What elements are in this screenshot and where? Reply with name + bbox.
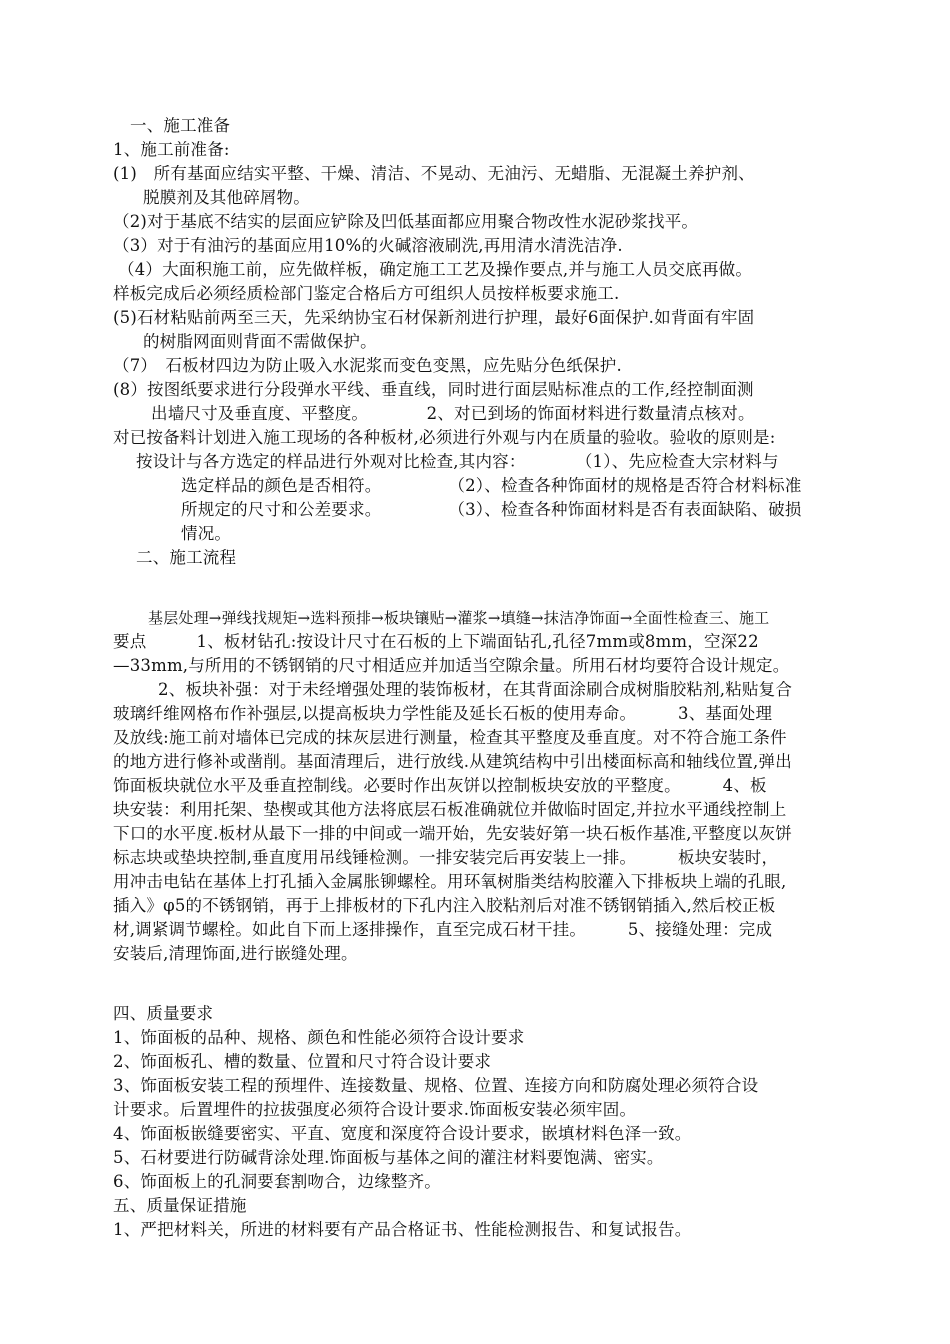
paragraph-line: 2、板块补强：对于未经增强处理的装饰板材，在其背面涂刷合成树脂胶粘剂,粘贴复合	[158, 680, 793, 699]
paragraph-line: 对已按备料计划进入施工现场的各种板材,必须进行外观与内在质量的验收。验收的原则是:	[113, 428, 776, 447]
paragraph-line: 选定样品的颜色是否相符。 （2）、检查各种饰面材的规格是否符合材料标准	[181, 476, 802, 495]
paragraph-line: —33mm,与所用的不锈钢销的尺寸相适应并加适当空隙余量。所用石材均要符合设计规定。	[113, 656, 790, 675]
list-item: 4、饰面板嵌缝要密实、平直、宽度和深度符合设计要求，嵌填材料色泽一致。	[113, 1124, 692, 1143]
paragraph-line: 玻璃纤维网格布作补强层,以提高板块力学性能及延长石板的使用寿命。 3、基面处理	[113, 704, 773, 723]
paragraph-line: 的树脂网面则背面不需做保护。	[143, 332, 377, 351]
list-item: 1、饰面板的品种、规格、颜色和性能必须符合设计要求	[113, 1028, 525, 1047]
paragraph-line: 用冲击电钻在基体上打孔插入金属胀铆螺栓。用环氧树脂类结构胶灌入下排板块上端的孔眼,	[113, 872, 787, 891]
list-item: 2、饰面板孔、槽的数量、位置和尺寸符合设计要求	[113, 1052, 492, 1071]
paragraph-line: 安装后,清理饰面,进行嵌缝处理。	[113, 944, 358, 963]
section-heading-process: 二、施工流程	[136, 548, 237, 567]
list-item: 3、饰面板安装工程的预埋件、连接数量、规格、位置、连接方向和防腐处理必须符合设	[113, 1076, 759, 1095]
paragraph-line: 样板完成后必须经质检部门鉴定合格后方可组织人员按样板要求施工.	[113, 284, 620, 303]
paragraph-line: 情况。	[181, 524, 232, 543]
paragraph-line: 出墙尺寸及垂直度、平整度。 2、对已到场的饰面材料进行数量清点核对。	[151, 404, 755, 423]
paragraph-line: （4）大面积施工前，应先做样板，确定施工工艺及操作要点,并与施工人员交底再做。	[118, 260, 753, 279]
paragraph-line: 基层处理→弹线找规矩→选料预排→板块镶贴→灌浆→填缝→抹洁净饰面→全面性检查三、施工	[148, 609, 770, 627]
paragraph-line: 的地方进行修补或凿削。基面清理后，进行放线.从建筑结构中引出楼面标高和轴线位置,弹出	[113, 752, 792, 771]
paragraph-line: (8）按图纸要求进行分段弹水平线、垂直线，同时进行面层贴标准点的工作,经控制面测	[113, 380, 754, 399]
paragraph-line: 下口的水平度.板材从最下一排的中间或一端开始，先安装好第一块石板作基准,平整度以灰饼	[113, 824, 792, 843]
paragraph-line: (1) 所有基面应结实平整、干燥、清洁、不晃动、无油污、无蜡脂、无混凝土养护剂、	[113, 164, 755, 183]
paragraph-line: 要点 1、板材钻孔:按设计尺寸在石板的上下端面钻孔,孔径7mm或8mm，空深22	[113, 632, 759, 651]
list-item: 5、石材要进行防碱背涂处理.饰面板与基体之间的灌注材料要饱满、密实。	[113, 1148, 664, 1167]
paragraph-line: 按设计与各方选定的样品进行外观对比检查,其内容： （1）、先应检查大宗材料与	[136, 452, 779, 471]
paragraph-line: 脱膜剂及其他碎屑物。	[143, 188, 310, 207]
section-heading-quality: 四、质量要求	[113, 1004, 214, 1023]
paragraph-line: （7） 石板材四边为防止吸入水泥浆而变色变黑，应先贴分色纸保护.	[113, 356, 622, 375]
paragraph-line: 块安装：利用托架、垫楔或其他方法将底层石板准确就位并做临时固定,并拉水平通线控制上	[113, 800, 787, 819]
paragraph-line: （2)对于基底不结实的层面应铲除及凹低基面都应用聚合物改性水泥砂浆找平。	[113, 212, 699, 231]
section-heading-assurance: 五、质量保证措施	[113, 1196, 247, 1215]
list-item: 计要求。后置埋件的拉拔强度必须符合设计要求.饰面板安装必须牢固。	[113, 1100, 637, 1119]
paragraph-line: 材,调紧调节螺栓。如此自下而上逐排操作，直至完成石材干挂。 5、接缝处理：完成	[113, 920, 773, 939]
paragraph-line: (5)石材粘贴前两至三天，先采纳协宝石材保新剂进行护理，最好6面保护.如背面有牢固	[113, 308, 755, 327]
paragraph-line: 饰面板块就位水平及垂直控制线。必要时作出灰饼以控制板块安放的平整度。 4、板	[113, 776, 767, 795]
paragraph-line: 及放线:施工前对墙体已完成的抹灰层进行测量，检查其平整度及垂直度。对不符合施工条件	[113, 728, 787, 747]
subheading-pre-construction: 1、施工前准备:	[113, 140, 230, 159]
paragraph-line: 插入》φ5的不锈钢销，再于上排板材的下孔内注入胶粘剂后对准不锈钢销插入,然后校正板	[113, 896, 776, 915]
section-heading-preparation: 一、施工准备	[130, 116, 231, 135]
list-item: 1、严把材料关，所进的材料要有产品合格证书、性能检测报告、和复试报告。	[113, 1220, 692, 1239]
paragraph-line: （3）对于有油污的基面应用10%的火碱溶液刷洗,再用清水清洗洁净.	[113, 236, 623, 255]
paragraph-line: 所规定的尺寸和公差要求。 （3）、检查各种饰面材料是否有表面缺陷、破损	[181, 500, 802, 519]
paragraph-line: 标志块或垫块控制,垂直度用吊线锤检测。一排安装完后再安装上一排。 板块安装时，	[113, 848, 779, 867]
list-item: 6、饰面板上的孔洞要套割吻合，边缘整齐。	[113, 1172, 441, 1191]
